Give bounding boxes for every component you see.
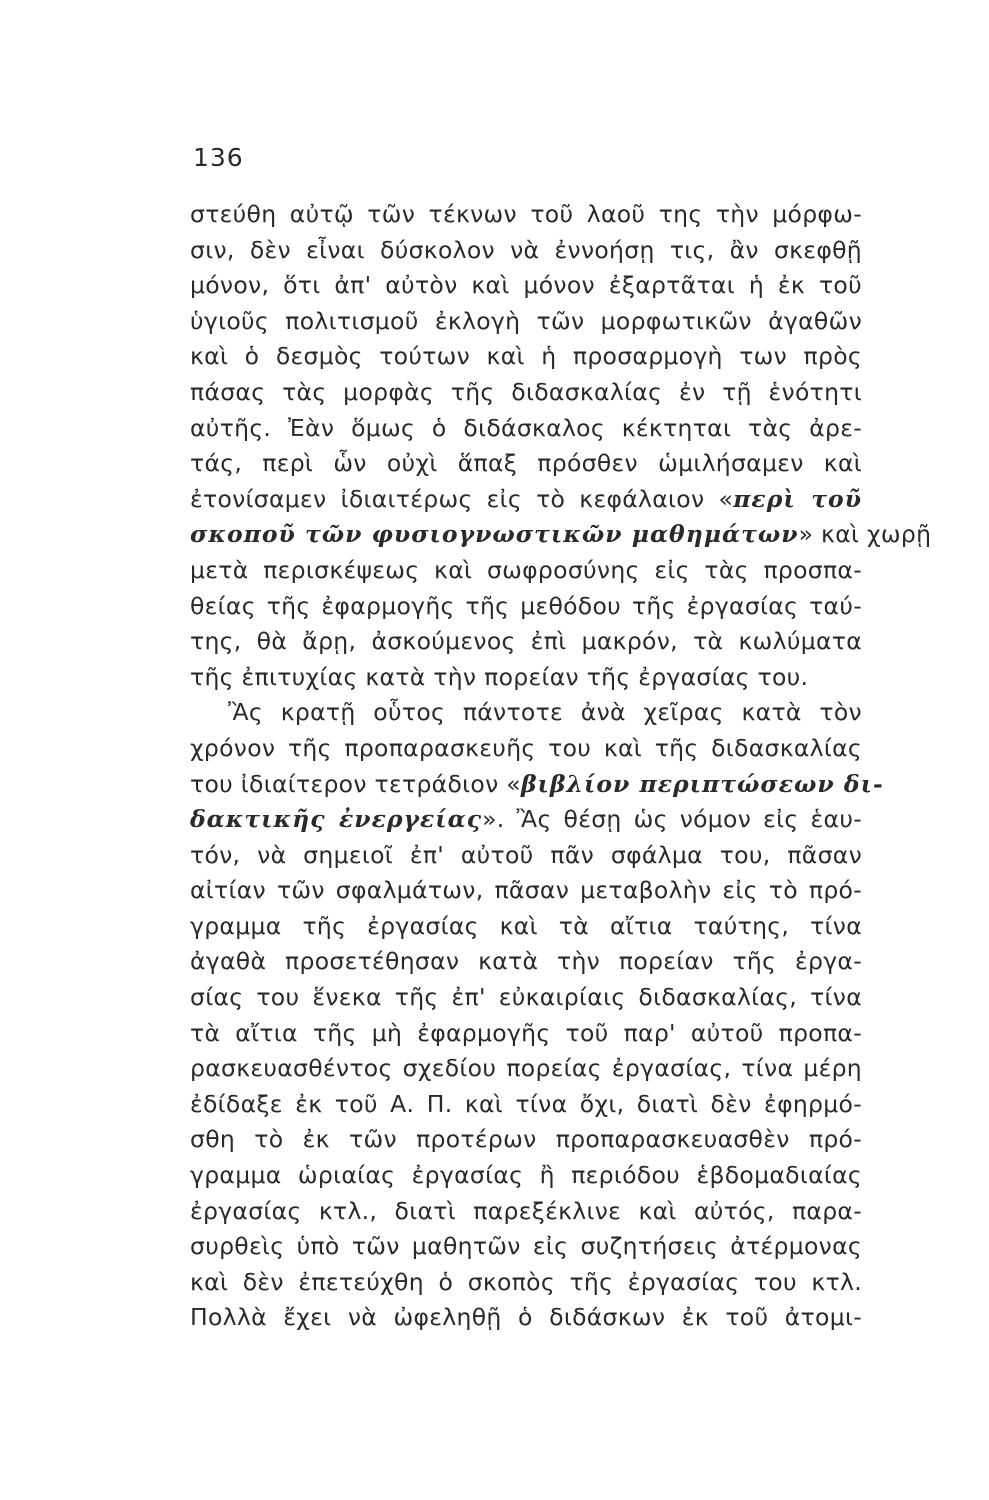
text-line xyxy=(190,980,862,1016)
text-fragment: ἐδίδαξε ἐκ τοῦ Α. Π. καὶ τίνα ὄχι, διατὶ δὲν ἐφηρμό- xyxy=(190,1089,862,1118)
text-line xyxy=(190,1051,862,1087)
text-line xyxy=(190,731,862,767)
text-line xyxy=(190,695,862,731)
text-fragment: τάς, περὶ ὧν οὐχὶ ἅπαξ πρόσθεν ὡμιλήσαμεν καὶ xyxy=(190,449,862,478)
text-fragment: της, θὰ ἄρῃ, ἀσκούμενος ἐπὶ μακρόν, τὰ κωλύματα xyxy=(190,627,862,656)
text-line xyxy=(190,1229,862,1265)
text-line xyxy=(190,482,862,518)
text-line xyxy=(190,197,862,233)
text-line xyxy=(190,304,862,340)
text-fragment: ἐτονίσαμεν ἰδιαιτέρως εἰς τὸ κεφάλαιον « xyxy=(190,484,734,513)
text-fragment: σίας του ἕνεκα τῆς ἐπ' εὐκαιρίαις διδασκαλίας, τίνα xyxy=(190,983,862,1012)
text-fragment: θείας τῆς ἐφαρμογῆς τῆς μεθόδου τῆς ἐργασίας ταύ- xyxy=(190,591,862,620)
text-line xyxy=(190,838,862,874)
text-fragment: καὶ ὁ δεσμὸς τούτων καὶ ἡ προσαρμογὴ των πρὸς xyxy=(190,342,862,371)
text-fragment: γραμμα ὡριαίας ἐργασίας ἢ περιόδου ἑβδομαδιαίας xyxy=(190,1161,862,1190)
text-fragment: συρθεὶς ὑπὸ τῶν μαθητῶν εἰς συζητήσεις ἀτέρμονας xyxy=(190,1232,862,1261)
text-line xyxy=(190,873,862,909)
text-line xyxy=(190,944,862,980)
emphasized-title: περὶ τοῦ xyxy=(733,484,862,513)
text-line xyxy=(190,339,862,375)
text-fragment: χρόνον τῆς προπαρασκευῆς του καὶ τῆς διδασκαλίας xyxy=(190,733,862,762)
text-line xyxy=(190,1265,862,1301)
text-fragment: του ἰδιαίτερον τετράδιον « xyxy=(190,769,521,798)
text-line xyxy=(190,446,862,482)
text-fragment: μετὰ περισκέψεως καὶ σωφροσύνης εἰς τὰς προσπα- xyxy=(190,555,862,584)
text-line xyxy=(190,802,862,838)
text-fragment: στεύθη αὐτῷ τῶν τέκνων τοῦ λαοῦ της τὴν μόρφω- xyxy=(190,200,862,228)
text-fragment: Ἂς κρατῇ οὗτος πάντοτε ἀνὰ χεῖρας κατὰ τὸν xyxy=(228,698,862,727)
text-fragment: αὐτῆς. Ἐὰν ὅμως ὁ διδάσκαλος κέκτηται τὰς ἀρε- xyxy=(190,413,862,442)
text-fragment: σθη τὸ ἐκ τῶν προτέρων προπαρασκευασθὲν πρό- xyxy=(190,1125,862,1154)
text-fragment: Πολλὰ ἔχει νὰ ὠφεληθῇ ὁ διδάσκων ἐκ τοῦ ἀτομι- xyxy=(190,1303,862,1332)
emphasized-title: δακτικῆς ἐνεργείας xyxy=(190,805,483,834)
text-fragment: τῆς ἐπιτυχίας κατὰ τὴν πορείαν τῆς ἐργασίας του. xyxy=(190,662,809,691)
text-line xyxy=(190,375,862,411)
emphasized-title: βιβλίον περιπτώσεων δι- xyxy=(520,769,884,798)
text-line xyxy=(190,909,862,945)
text-line xyxy=(190,1158,862,1194)
text-fragment: ρασκευασθέντος σχεδίου πορείας ἐργασίας, τίνα μέρη xyxy=(190,1054,862,1083)
text-line xyxy=(190,1122,862,1158)
text-line xyxy=(190,1016,862,1052)
text-fragment: καὶ δὲν ἐπετεύχθη ὁ σκοπὸς τῆς ἐργασίας του κτλ. xyxy=(190,1267,862,1296)
text-line xyxy=(190,660,862,696)
text-line xyxy=(190,411,862,447)
text-line xyxy=(190,767,884,803)
text-fragment: τόν, νὰ σημειοῖ ἐπ' αὐτοῦ πᾶν σφάλμα του, πᾶσαν xyxy=(190,840,862,869)
text-line xyxy=(190,1087,862,1123)
emphasized-title: σκοποῦ τῶν φυσιογνωστικῶν μαθημάτων xyxy=(190,520,799,549)
text-line xyxy=(190,268,862,304)
text-line xyxy=(190,1194,862,1230)
body-text xyxy=(190,197,932,1336)
text-fragment: αἰτίαν τῶν σφαλμάτων, πᾶσαν μεταβολὴν εἰς τὸ πρό- xyxy=(190,876,862,905)
text-line xyxy=(190,553,862,589)
text-fragment: ἀγαθὰ προσετέθησαν κατὰ τὴν πορείαν τῆς ἐργα- xyxy=(190,947,862,976)
text-fragment: ». Ἂς θέσῃ ὡς νόμον εἰς ἑαυ- xyxy=(482,805,862,834)
text-fragment: ἐργασίας κτλ., διατὶ παρεξέκλινε καὶ αὐτός, παρα- xyxy=(190,1196,862,1225)
page-number: 136 xyxy=(193,143,244,172)
text-fragment: τὰ αἴτια τῆς μὴ ἐφαρμογῆς τοῦ παρ' αὐτοῦ προπα- xyxy=(190,1018,862,1047)
text-line xyxy=(190,233,862,269)
text-fragment: γραμμα τῆς ἐργασίας καὶ τὰ αἴτια ταύτης, τίνα xyxy=(190,911,862,940)
text-fragment: πάσας τὰς μορφὰς τῆς διδασκαλίας ἐν τῇ ἑνότητι xyxy=(190,377,862,406)
text-line xyxy=(190,517,932,553)
text-fragment: μόνον, ὅτι ἀπ' αὐτὸν καὶ μόνον ἐξαρτᾶται ἡ ἐκ τοῦ xyxy=(190,271,862,300)
text-fragment: » καὶ χωρῇ xyxy=(798,520,932,549)
text-fragment: σιν, δὲν εἶναι δύσκολον νὰ ἐννοήσῃ τις, ἂν σκεφθῇ xyxy=(190,235,862,264)
text-line xyxy=(190,624,862,660)
text-fragment: ὑγιοῦς πολιτισμοῦ ἐκλογὴ τῶν μορφωτικῶν ἀγαθῶν xyxy=(190,306,862,335)
text-line xyxy=(190,589,862,625)
text-line xyxy=(190,1300,862,1336)
